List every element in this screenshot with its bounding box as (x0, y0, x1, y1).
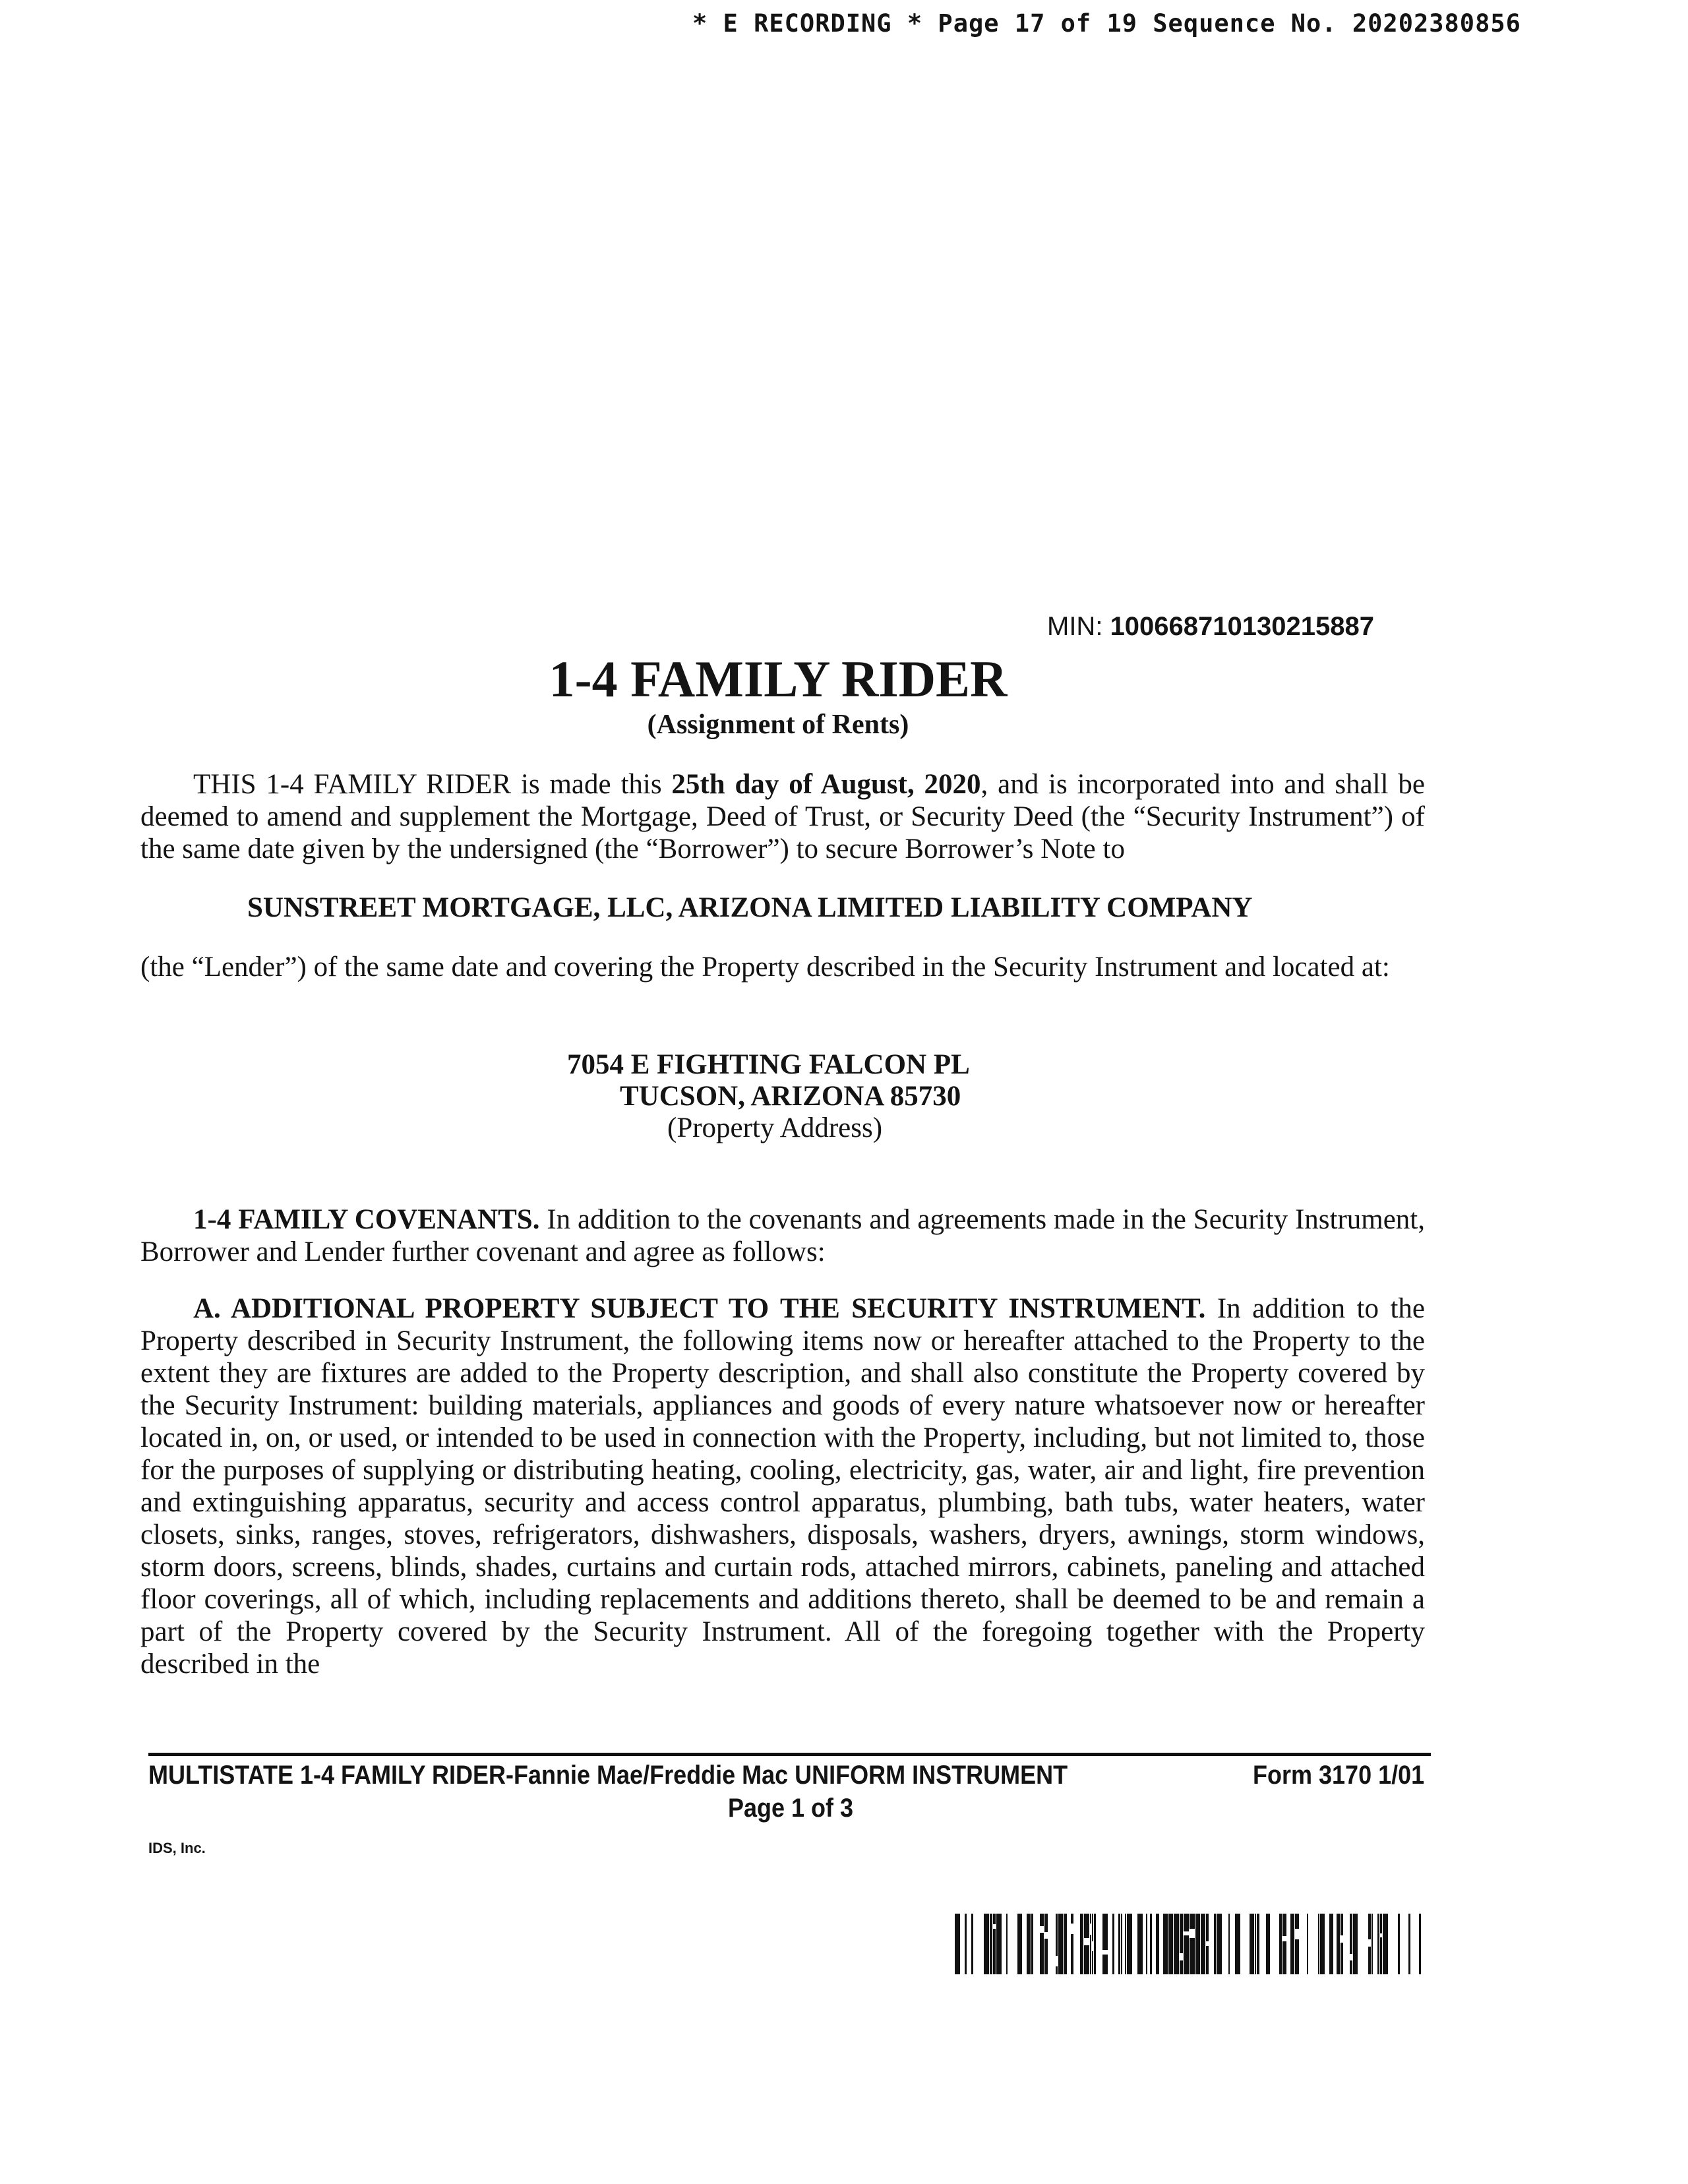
document-title: 1-4 FAMILY RIDER (549, 650, 1008, 708)
covenants-heading: 1-4 FAMILY COVENANTS. (193, 1204, 540, 1235)
vendor-mark: IDS, Inc. (148, 1840, 206, 1856)
property-address-caption: (Property Address) (667, 1112, 883, 1143)
intro-paragraph (140, 768, 1425, 865)
recording-header: * E RECORDING * Page 17 of 19 Sequence No. 20202380856 (692, 9, 1521, 38)
rider-date: 25th day of August, 2020 (671, 769, 981, 800)
covenants-text: In addition to the covenants and agreements made in the Security Instrument, Borrower and Lender further covenant and agree as follows: (140, 1204, 1426, 1267)
footer-page-number: Page 1 of 3 (727, 1794, 854, 1823)
property-address-line2: TUCSON, ARIZONA 85730 (620, 1081, 961, 1112)
min-number: 100668710130215887 (1110, 612, 1374, 641)
barcode-icon (955, 1914, 1430, 1974)
footer-form-title: MULTISTATE 1-4 FAMILY RIDER-Fannie Mae/Freddie Mac UNIFORM INSTRUMENT (148, 1761, 1068, 1790)
covenants-paragraph (140, 1203, 1425, 1268)
lender-name: SUNSTREET MORTGAGE, LLC, ARIZONA LIMITED LIABILITY COMPANY (247, 892, 1253, 923)
section-a-paragraph (140, 1292, 1425, 1680)
intro-text-end: , and is incorporated into and shall be deemed to amend and supplement the Mortgage, Deed of Trust, or Security Deed (the “Security Instrument”) of the same date given by the undersigned (the “Borrower”) to secure Borrower’s Note to (140, 769, 1425, 864)
property-address-line1: 7054 E FIGHTING FALCON PL (567, 1049, 970, 1080)
lender-paragraph: (the “Lender”) of the same date and covering the Property described in the Security Instrument and located at: (140, 952, 1390, 983)
min-line (1047, 612, 1374, 642)
section-a-heading: A. ADDITIONAL PROPERTY SUBJECT TO THE SECURITY INSTRUMENT. (193, 1293, 1206, 1324)
min-label: MIN: (1047, 612, 1103, 641)
document-subtitle: (Assignment of Rents) (647, 710, 909, 740)
footer-divider (148, 1753, 1431, 1756)
intro-text-start: THIS 1-4 FAMILY RIDER is made this (193, 769, 672, 800)
section-a-text: In addition to the Property described in Security Instrument, the following items now or hereafter attached to the Property to the extent they are fixtures are added to the Property description, and shall also constitute the Property covered by the Security Instrument: building materials, appliances and goods of every nature whatsoever now or hereafter located in, on, or used, or intended to be used in connection with the Property, including, but not limited to, those for the purposes of supplying or distributing heating, cooling, electricity, gas, water, air and light, fire prevention and extinguishing apparatus, security and access control apparatus, plumbing, bath tubs, water heaters, water closets, sinks, ranges, stoves, refrigerators, dishwashers, disposals, washers, dryers, awnings, storm windows, storm doors, screens, blinds, shades, curtains and curtain rods, attached mirrors, cabinets, paneling and attached floor coverings, all of which, including replacements and additions thereto, shall be deemed to be and remain a part of the Property covered by the Security Instrument. All of the foregoing together with the Property described in the (140, 1293, 1425, 1680)
footer-form-number: Form 3170 1/01 (1253, 1761, 1425, 1790)
